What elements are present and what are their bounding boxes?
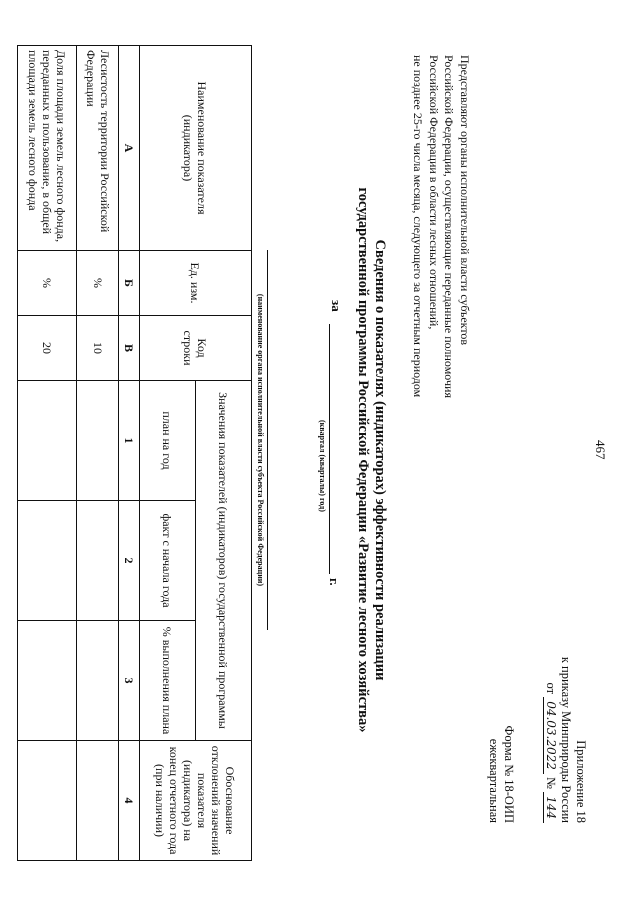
period-prefix: за <box>329 300 344 312</box>
appendix-line1: Приложение 18 <box>574 740 588 823</box>
justification-cell[interactable] <box>18 741 77 861</box>
number-prefix: № <box>544 777 558 789</box>
org-blank-line <box>267 250 268 630</box>
order-date: 04.03.2022 <box>543 697 558 774</box>
period-suffix: г. <box>327 578 342 586</box>
document-title <box>354 140 388 780</box>
appendix-block <box>543 583 588 823</box>
column-letter: 2 <box>118 501 139 621</box>
fact-cell[interactable] <box>18 501 77 621</box>
header-values-group: Значения показателей (индикаторов) государственной программы <box>195 381 251 741</box>
order-number: 144 <box>543 792 558 823</box>
header-plan: план на год <box>139 381 195 501</box>
column-letter: А <box>118 46 139 251</box>
justification-cell[interactable] <box>77 741 119 861</box>
row-code: 20 <box>18 316 77 381</box>
fact-cell[interactable] <box>77 501 119 621</box>
form-number: Форма № 18-ОИП <box>502 725 516 823</box>
appendix-line2: к приказу Минприроды России <box>559 656 573 823</box>
column-letter: В <box>118 316 139 381</box>
header-fact: факт с начала года <box>139 501 195 621</box>
form-block <box>486 583 516 823</box>
submission-line: Российской Федерации в области лесных отношений, <box>427 55 441 330</box>
submission-line: не позднее 25-го числа месяца, следующего за отчетным периодом <box>411 55 426 398</box>
title-line2: государственной программы Российской Федерации «Развитие лесного хозяйства» <box>355 187 371 733</box>
percent-cell[interactable] <box>18 621 77 741</box>
form-frequency: ежеквартальная <box>487 738 501 823</box>
table-row <box>77 46 119 861</box>
plan-cell[interactable] <box>77 381 119 501</box>
period-caption: (квартал (кварталы) год) <box>318 420 327 512</box>
row-indicator-name: Лесистость территории Российской Федерации <box>77 46 119 251</box>
table-row <box>18 46 77 861</box>
title-line1: Сведения о показателях (индикаторах) эффективности реализации <box>372 239 388 681</box>
plan-cell[interactable] <box>18 381 77 501</box>
submission-line: Российской Федерации, осуществляющие переданные полномочия <box>442 55 457 398</box>
appendix-date-line <box>543 583 558 823</box>
row-indicator-name: Доля площади земель лесного фонда, переданных в пользование, в общей площади земель лесного фонда <box>18 46 77 251</box>
row-code: 10 <box>77 316 119 381</box>
row-unit: % <box>77 251 119 316</box>
submission-note <box>410 55 472 485</box>
column-letter: Б <box>118 251 139 316</box>
header-unit: Ед. изм. <box>139 251 251 316</box>
date-prefix: от <box>544 682 558 695</box>
header-row-code: Код строки <box>139 316 251 381</box>
submission-line: Представляют органы исполнительной власти субъектов <box>458 55 472 346</box>
column-letter: 3 <box>118 621 139 741</box>
column-letter-row <box>118 46 139 861</box>
org-caption: (наименование органа исполнительной власти субъекта Российской Федерации) <box>256 293 265 587</box>
column-letter: 1 <box>118 381 139 501</box>
indicators-table <box>17 45 252 861</box>
column-letter: 4 <box>118 741 139 861</box>
header-justification: Обоснование отклонений значений показателя (индикатора) на конец отчетного года (при наличии) <box>139 741 251 861</box>
table-header-row <box>195 46 251 861</box>
period-blank-line <box>329 324 330 574</box>
page-number: 467 <box>593 440 608 460</box>
header-percent: % выполнения плана <box>139 621 195 741</box>
header-indicator-name: Наименование показателя (индикатора) <box>139 46 251 251</box>
percent-cell[interactable] <box>77 621 119 741</box>
row-unit: % <box>18 251 77 316</box>
